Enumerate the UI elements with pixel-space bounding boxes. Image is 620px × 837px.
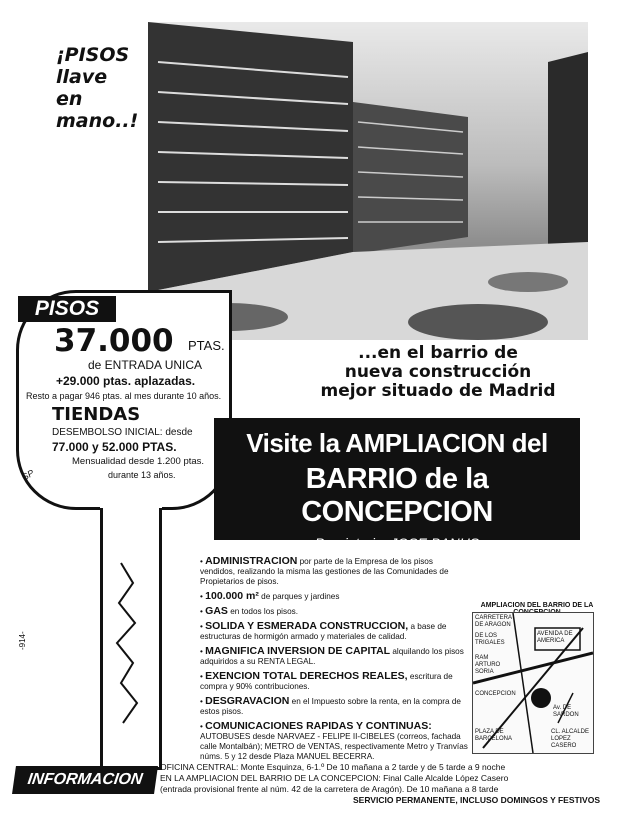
banner-line-2: BARRIO de la CONCEPCION — [301, 463, 493, 528]
key-joint — [100, 500, 162, 508]
informacion-details — [160, 762, 600, 806]
promo-banner — [214, 418, 580, 551]
map-label: Av. DE SARDON — [553, 705, 579, 718]
tagline-line: mano..! — [56, 110, 139, 132]
pisos-price-unit: PTAS. — [188, 338, 225, 353]
office-line: OFICINA CENTRAL: Monte Esquinza, 6-1.º De 10 mañana a 2 tarde y de 5 tarde a 9 noche — [160, 762, 506, 772]
feature-title: MAGNIFICA INVERSION DE CAPITAL — [205, 645, 391, 657]
headline — [278, 344, 598, 401]
feature-text: en el Impuesto sobre la renta, en la compra de estos pisos. — [200, 697, 461, 716]
feature-item: • DESGRAVACION en el Impuesto sobre la renta, en la compra de estos pisos. — [200, 695, 461, 716]
feature-item: • COMUNICACIONES RAPIDAS Y CONTINUAS: AUTOBUSES desde NARVAEZ - FELIPE II-CIBELES (correos, fachada calle Montalbán); METRO de VENTAS, respectivamente Metro y Tranvías núms. 5 y 12 desde Plaza MANUEL BECERRA. — [200, 720, 468, 761]
features-list — [200, 556, 468, 766]
tagline-line: llave — [56, 66, 108, 88]
feature-item: • GAS en todos los pisos. — [200, 605, 299, 617]
tiendas-prices: 77.000 y 52.000 PTAS. — [52, 440, 177, 454]
banner-line-1: Visite la AMPLIACION del — [246, 428, 548, 458]
headline-line: mejor situado de Madrid — [320, 381, 556, 401]
feature-text: alquilando los pisos adquiridos a su RENTA LEGAL. — [200, 647, 464, 666]
servicio-line: SERVICIO PERMANENTE, INCLUSO DOMINGOS Y FESTIVOS — [352, 795, 600, 805]
banner-owner: Propietario: JOSE BANUS — [314, 535, 480, 551]
tiendas-mensualidad: Mensualidad desde 1.200 ptas. — [72, 456, 205, 467]
feature-title: SOLIDA Y ESMERADA CONSTRUCCION, — [205, 620, 409, 632]
feature-item: • EXENCION TOTAL DERECHOS REALES, escritura de compra y 90% contribuciones. — [200, 670, 453, 691]
key-shaft — [100, 503, 162, 770]
map-label: PLAZA DE BARCELONA — [475, 729, 513, 742]
ampliacion-line: EN LA AMPLIACION DEL BARRIO DE LA CONCEPCION: Final Calle Alcalde López Casero — [160, 773, 509, 783]
location-map — [472, 612, 594, 754]
map-title: AMPLIACION DEL BARRIO DE LA — [480, 602, 594, 609]
feature-title: ADMINISTRACION — [205, 555, 298, 567]
pisos-aplazadas: +29.000 ptas. aplazadas. — [56, 374, 196, 388]
feature-text: por parte de la Empresa de los pisos vendidos, realizando la misma las gestiones de las Comunidades de Propietarios de pisos. — [200, 557, 449, 586]
headline-line: nueva construcción — [344, 362, 532, 382]
corner-mark: SP — [20, 467, 36, 483]
feature-text: en todos los pisos. — [230, 607, 299, 616]
feature-title: DESGRAVACION — [205, 695, 290, 707]
tiendas-duracion: durante 13 años. — [108, 470, 176, 480]
tagline — [56, 44, 166, 132]
map-label: AVENIDA DE AMERICA — [537, 631, 573, 644]
pisos-badge: PISOS — [18, 296, 116, 322]
pisos-entrada: de ENTRADA UNICA — [88, 358, 203, 372]
entrada-line: (entrada provisional frente al núm. 42 de la carretera de Aragón). De 10 mañana a 8 tarde — [160, 784, 499, 794]
feature-title: 100.000 m² — [205, 590, 259, 602]
feature-title: GAS — [205, 605, 228, 617]
feature-item: • SOLIDA Y ESMERADA CONSTRUCCION, a base de estructuras de hormigón armado y materiales de calidad. — [200, 620, 447, 641]
headline-line: ...en el barrio de — [358, 343, 518, 363]
feature-title: COMUNICACIONES RAPIDAS Y CONTINUAS: — [205, 720, 432, 732]
map-label: CL. ALCALDE LOPEZ CASERO — [551, 729, 590, 749]
tiendas-title: TIENDAS — [52, 404, 141, 425]
tagline-line: en — [56, 88, 83, 110]
key-teeth-icon — [103, 503, 159, 767]
informacion-badge: INFORMACION — [12, 766, 158, 794]
tiendas-desembolso: DESEMBOLSO INICIAL: desde — [52, 427, 193, 438]
feature-text: escritura de compra y 90% contribuciones. — [200, 672, 453, 691]
map-label: RAM ARTURO SORIA — [475, 655, 501, 675]
pisos-resto: Resto a pagar 946 ptas. al mes durante 10 años. — [26, 391, 222, 401]
map-label: DE LOS TRIGALES — [475, 633, 505, 646]
map-label: CARRETERA DE ARAGON — [475, 615, 512, 628]
feature-text: de parques y jardines — [261, 592, 340, 601]
map-label: CONCEPCION — [475, 691, 516, 697]
feature-item: • 100.000 m² de parques y jardines — [200, 590, 340, 602]
feature-text: AUTOBUSES desde NARVAEZ - FELIPE II-CIBELES (correos, fachada calle Montalbán); METRO de VENTAS, respectivamente Metro y Tranvías núms. 5 y 12 desde Plaza MANUEL BECERRA. — [200, 732, 468, 761]
feature-item: • MAGNIFICA INVERSION DE CAPITAL alquilando los pisos adquiridos a su RENTA LEGAL. — [200, 645, 464, 666]
feature-text: a base de estructuras de hormigón armado y materiales de calidad. — [200, 622, 447, 641]
tagline-line: ¡PISOS — [56, 44, 130, 66]
margin-code: -914- — [18, 631, 27, 650]
feature-item: • ADMINISTRACION por parte de la Empresa de los pisos vendidos, realizando la misma las gestiones de las Comunidades de Propietarios de pisos. — [200, 555, 449, 586]
feature-title: EXENCION TOTAL DERECHOS REALES, — [205, 670, 408, 682]
pisos-price: 37.000 — [54, 323, 174, 359]
